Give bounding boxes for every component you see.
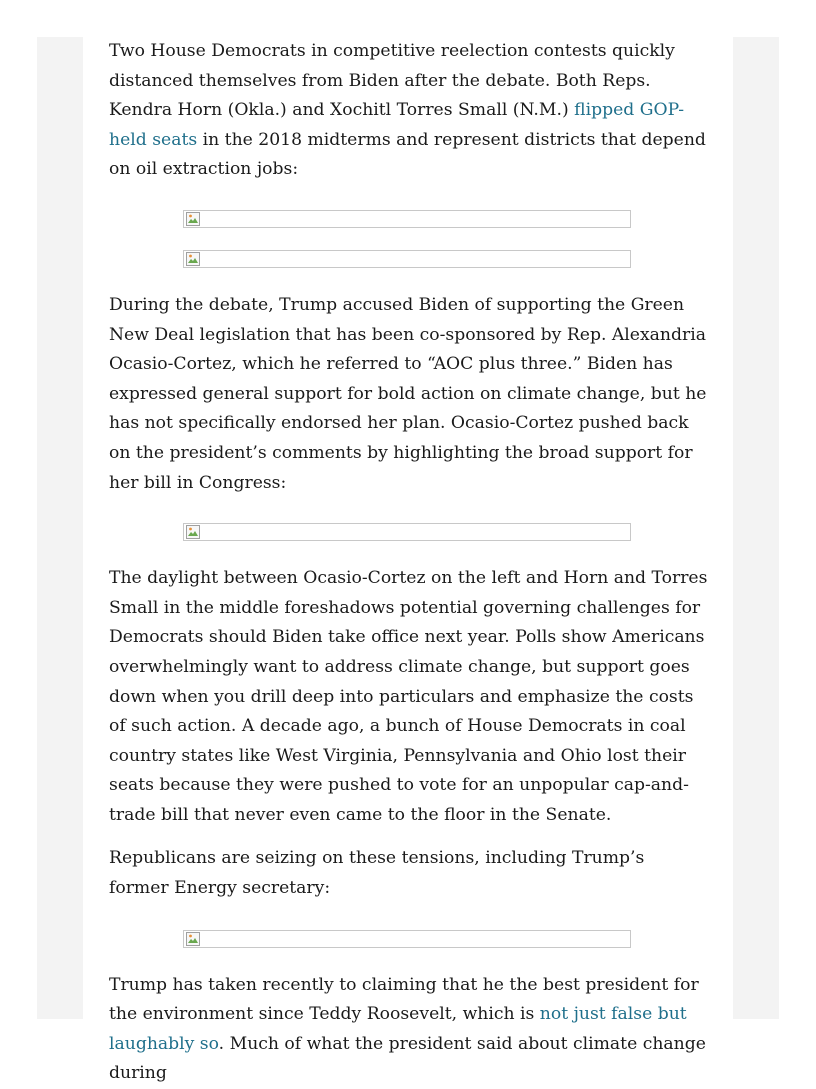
paragraph: During the debate, Trump accused Biden of supporting the Green New Deal legislation that has been co-sponsored by Rep. Alexandria Ocasio-Cortez, which he referred to “AOC plus three.” Biden has expressed general support for bold action on climate change, but he has not specifically endorsed her plan. Ocasio-Cortez pushed back on the president’s comments by highlighting the broad support for her bill in Congress:	[109, 294, 707, 493]
broken-image-icon	[186, 212, 200, 226]
embedded-tweet[interactable]	[183, 930, 631, 948]
paragraph: Republicans are seizing on these tensions, including Trump’s former Energy secretary:	[109, 848, 645, 899]
paragraph-text: in the 2018 midterms and represent districts that depend on oil extraction jobs:	[109, 129, 706, 180]
paragraph: The daylight between Ocasio-Cortez on the left and Horn and Torres Small in the middle foreshadows potential governing challenges for Democrats should Biden take office next year. Polls show Americans overwhelmingly want to address climate change, but support goes down when you drill deep into particulars and emphasize the costs of such action. A decade ago, a bunch of House Democrats in coal country states like West Virginia, Pennsylvania and Ohio lost their seats because they were pushed to vote for an unpopular cap-and-trade bill that never even came to the floor in the Senate.	[109, 568, 708, 825]
paragraph-text: Two House Democrats in competitive reelection contests quickly distanced themselves from Biden after the debate. Both Reps. Kendra Horn (Okla.) and Xochitl Torres Small (N.M.)	[109, 41, 675, 121]
paragraph-text: . Much of what the president said about climate change during	[109, 1033, 706, 1084]
right-margin-panel	[733, 37, 779, 1019]
left-margin-panel	[37, 37, 83, 1019]
paragraph	[109, 37, 709, 185]
laughably-false-link[interactable]: not just false but laughably so	[109, 1004, 687, 1054]
paragraph-text: Trump has taken recently to claiming that he the best president for the environment since Teddy Roosevelt, which is	[109, 974, 699, 1025]
broken-image-icon	[186, 525, 200, 539]
article-body	[109, 37, 709, 1089]
broken-image-icon	[186, 252, 200, 266]
flipped-seats-link[interactable]: flipped GOP-held seats	[109, 100, 684, 150]
embedded-tweet[interactable]	[183, 250, 631, 268]
paragraph	[109, 971, 709, 1089]
broken-image-icon	[186, 932, 200, 946]
embedded-tweet[interactable]	[183, 523, 631, 541]
embedded-tweet[interactable]	[183, 210, 631, 228]
